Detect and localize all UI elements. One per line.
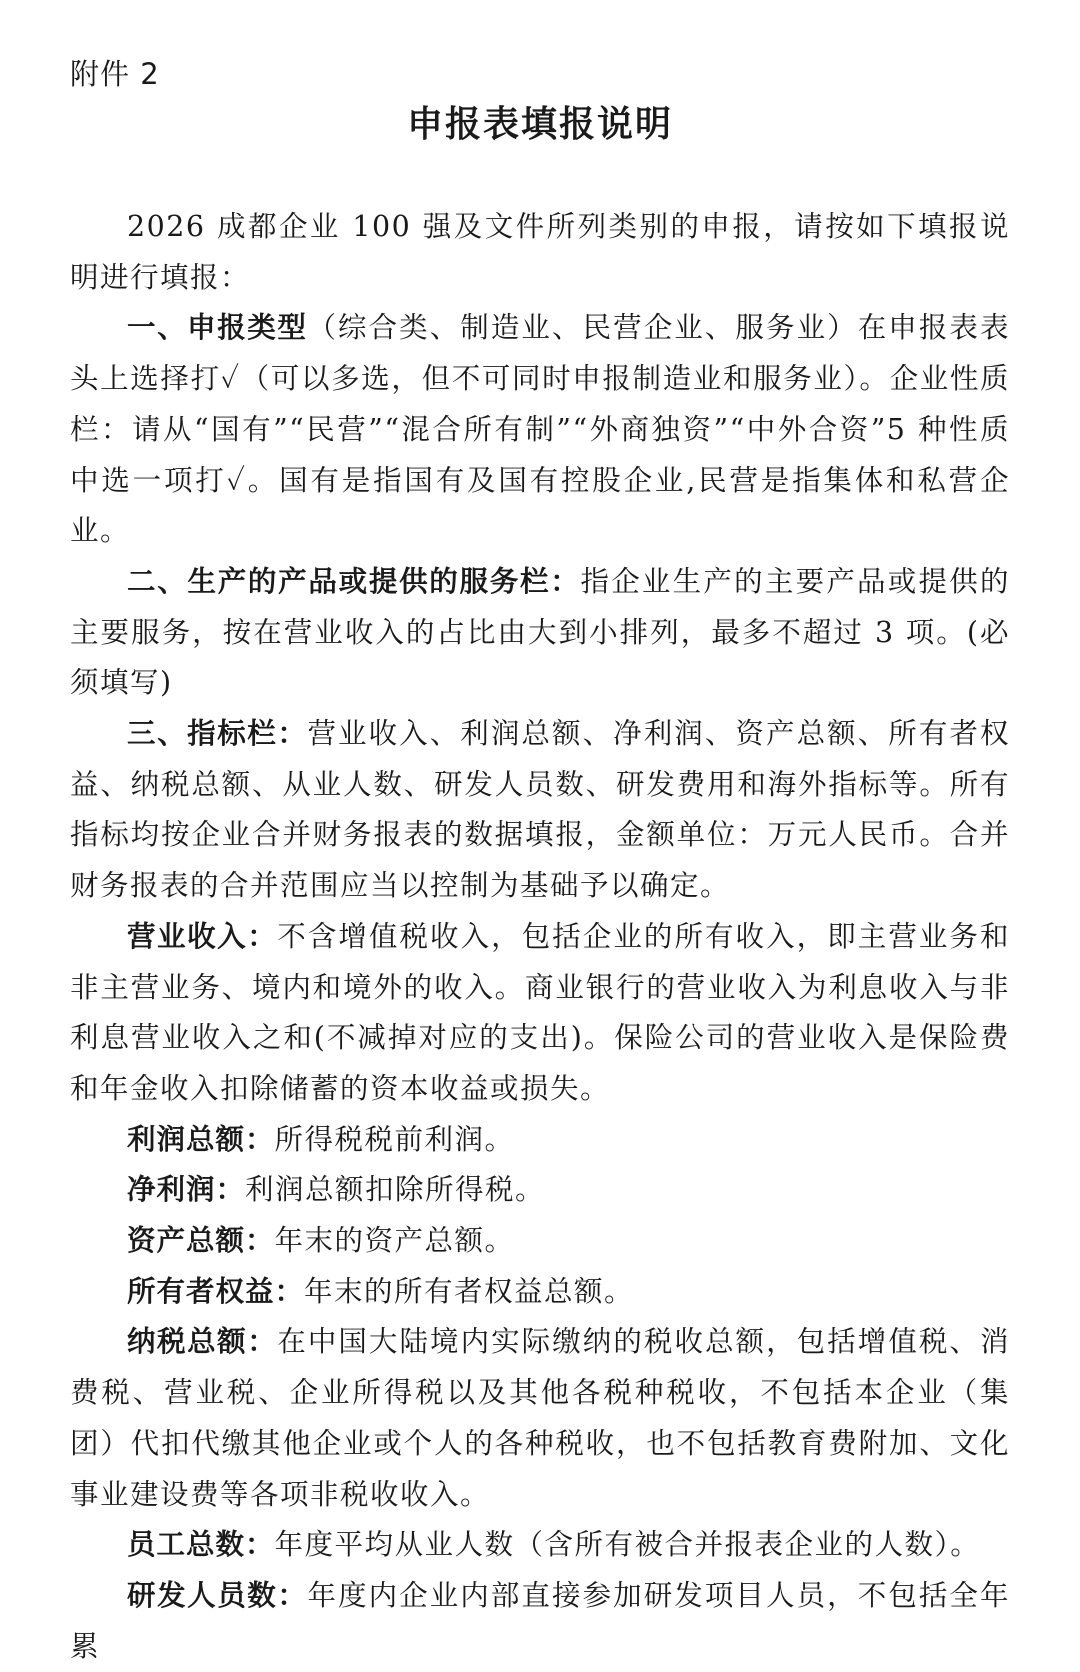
paragraph-text: 不含增值税收入，包括企业的所有收入，即主营业务和非主营业务、境内和境外的收入。商业银行的营业收入为利息收入与非利息营业收入之和(不减掉对应的支出)。保险公司的营业收入是保险费和年金收入扣除储蓄的资本收益或损失。 (70, 919, 1010, 1105)
paragraph-text: 年度内企业内部直接参加研发项目人员，不包括全年累 (70, 1578, 1010, 1663)
paragraph-term: 营业收入： (127, 919, 278, 953)
paragraph-text: （综合类、制造业、民营企业、服务业）在申报表表头上选择打✓（可以多选，但不可同时申报制造业和服务业）。企业性质栏：请从“国有”“民营”“混合所有制”“外商独资”“中外合资”5 种性质中选一项打✓。国有是指国有及国有控股企业,民营是指集体和私营企业。 (70, 311, 1010, 548)
attachment-label: 附件 2 (70, 57, 160, 91)
definition-total-assets (70, 1216, 1010, 1267)
section-indicators (70, 709, 1010, 912)
paragraph-term: 员工总数： (127, 1528, 275, 1562)
paragraph-text: 年度平均从业人数（含所有被合并报表企业的人数）。 (274, 1528, 981, 1562)
paragraph-term: 所有者权益： (127, 1274, 305, 1308)
paragraph-text: 指企业生产的主要产品或提供的主要服务，按在营业收入的占比由大到小排列，最多不超过 3 项。(必须填写) (70, 564, 1010, 700)
paragraph-text: 年末的资产总额。 (274, 1224, 515, 1258)
definition-owners-equity (70, 1267, 1010, 1318)
definition-net-profit (70, 1165, 1010, 1216)
paragraph-term: 净利润： (127, 1173, 246, 1207)
paragraph-text: 营业收入、利润总额、净利润、资产总额、所有者权益、纳税总额、从业人数、研发人员数、研发费用和海外指标等。所有指标均按企业合并财务报表的数据填报，金额单位：万元人民币。合并财务报表的合并范围应当以控制为基础予以确定。 (70, 717, 1010, 903)
paragraph-term: 一、申报类型 (127, 311, 308, 345)
definition-operating-revenue (70, 912, 1010, 1115)
paragraph-term: 纳税总额： (127, 1325, 278, 1359)
paragraph-text: 2026 成都企业 100 强及文件所列类别的申报，请按如下填报说明进行填报： (70, 210, 1010, 294)
definition-total-tax (70, 1317, 1010, 1520)
paragraph-term: 二、生产的产品或提供的服务栏： (127, 564, 581, 598)
paragraph-term: 资产总额： (127, 1224, 275, 1258)
section-products-services (70, 557, 1010, 709)
paragraph-text: 在中国大陆境内实际缴纳的税收总额，包括增值税、消费税、营业税、企业所得税以及其他各税种税收，不包括本企业（集团）代扣代缴其他企业或个人的各种税收，也不包括教育费附加、文化事业建设费等各项非税收收入。 (70, 1325, 1010, 1511)
definition-total-employees (70, 1520, 1010, 1571)
paragraph-text: 年末的所有者权益总额。 (304, 1274, 635, 1308)
paragraph-term: 研发人员数： (127, 1578, 308, 1612)
definition-total-profit (70, 1115, 1010, 1166)
paragraph-term: 利润总额： (127, 1122, 275, 1156)
paragraph-text: 利润总额扣除所得税。 (245, 1173, 546, 1207)
document-title: 申报表填报说明 (406, 104, 673, 145)
document-body (70, 202, 1010, 1672)
intro-paragraph (70, 202, 1010, 303)
paragraph-term: 三、指标栏： (127, 717, 308, 751)
section-declaration-type (70, 303, 1010, 557)
paragraph-text: 所得税税前利润。 (274, 1122, 515, 1156)
definition-rd-staff (70, 1571, 1010, 1672)
